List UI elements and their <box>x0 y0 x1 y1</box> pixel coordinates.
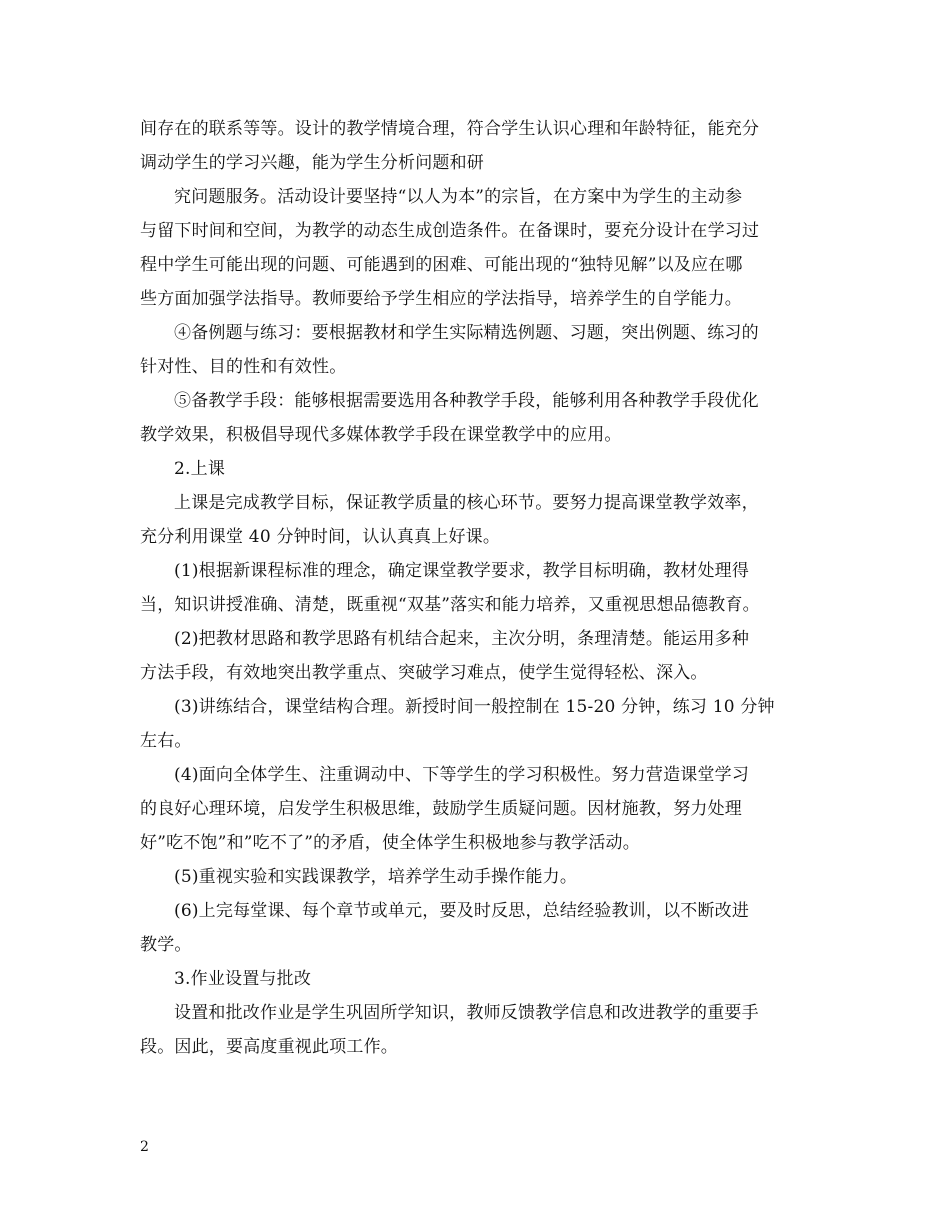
text-line: 充分利用课堂 40 分钟时间，认认真真上好课。 <box>140 527 501 547</box>
text-line: (3)讲练结合，课堂结构合理。新授时间一般控制在 15-20 分钟，练习 10 分钟 <box>174 697 775 717</box>
text-line: (5)重视实验和实践课教学，培养学生动手操作能力。 <box>174 867 578 887</box>
text-line: 针对性、目的性和有效性。 <box>140 357 347 377</box>
text-line: 上课是完成教学目标，保证教学质量的核心环节。要努力提高课堂教学效率， <box>174 493 759 513</box>
text-line: 究问题服务。活动设计要坚持“以人为本”的宗旨，在方案中为学生的主动参 <box>174 187 743 207</box>
section-heading: 3.作业设置与批改 <box>174 969 312 989</box>
document-body <box>140 112 815 1064</box>
section-heading: 2.上课 <box>174 459 226 479</box>
text-line: 左右。 <box>140 731 192 751</box>
text-line: 些方面加强学法指导。教师要给予学生相应的学法指导，培养学生的自学能力。 <box>140 289 742 309</box>
text-line: 教学效果，积极倡导现代多媒体教学手段在课堂教学中的应用。 <box>140 425 622 445</box>
text-line: 教学。 <box>140 935 192 955</box>
text-line: (1)根据新课程标准的理念，确定课堂教学要求，教学目标明确，教材处理得 <box>174 561 750 581</box>
text-line: (2)把教材思路和教学思路有机结合起来，主次分明，条理清楚。能运用多种 <box>174 629 750 649</box>
text-line: 方法手段，有效地突出教学重点、突破学习难点，使学生觉得轻松、深入。 <box>140 663 708 683</box>
text-line: 的良好心理环境，启发学生积极思维，鼓励学生质疑问题。因材施教，努力处理 <box>140 799 742 819</box>
text-line: 当，知识讲授准确、清楚，既重视“双基”落实和能力培养，又重视思想品德教育。 <box>140 595 760 615</box>
text-line: 好”吃不饱”和”吃不了”的矛盾，使全体学生积极地参与教学活动。 <box>140 833 640 853</box>
text-line: ④备例题与练习：要根据教材和学生实际精选例题、习题，突出例题、练习的 <box>174 323 759 343</box>
text-line: 间存在的联系等等。设计的教学情境合理，符合学生认识心理和年龄特征，能充分 <box>140 119 760 139</box>
text-line: (6)上完每堂课、每个章节或单元，要及时反思，总结经验教训，以不断改进 <box>174 901 750 921</box>
document-text <box>140 112 815 1064</box>
text-line: (4)面向全体学生、注重调动中、下等学生的学习积极性。努力营造课堂学习 <box>174 765 750 785</box>
text-line: 设置和批改作业是学生巩固所学知识，教师反馈教学信息和改进教学的重要手 <box>174 1003 759 1023</box>
page-number: 2 <box>140 1139 149 1155</box>
text-line: 调动学生的学习兴趣，能为学生分析问题和研 <box>140 153 484 173</box>
text-line: 程中学生可能出现的问题、可能遇到的困难、可能出现的“独特见解”以及应在哪 <box>140 255 743 275</box>
text-line: 与留下时间和空间，为教学的动态生成创造条件。在备课时，要充分设计在学习过 <box>140 221 760 241</box>
text-line: 段。因此，要高度重视此项工作。 <box>140 1037 398 1057</box>
text-line: ⑤备教学手段：能够根据需要选用各种教学手段，能够利用各种教学手段优化 <box>174 391 759 411</box>
